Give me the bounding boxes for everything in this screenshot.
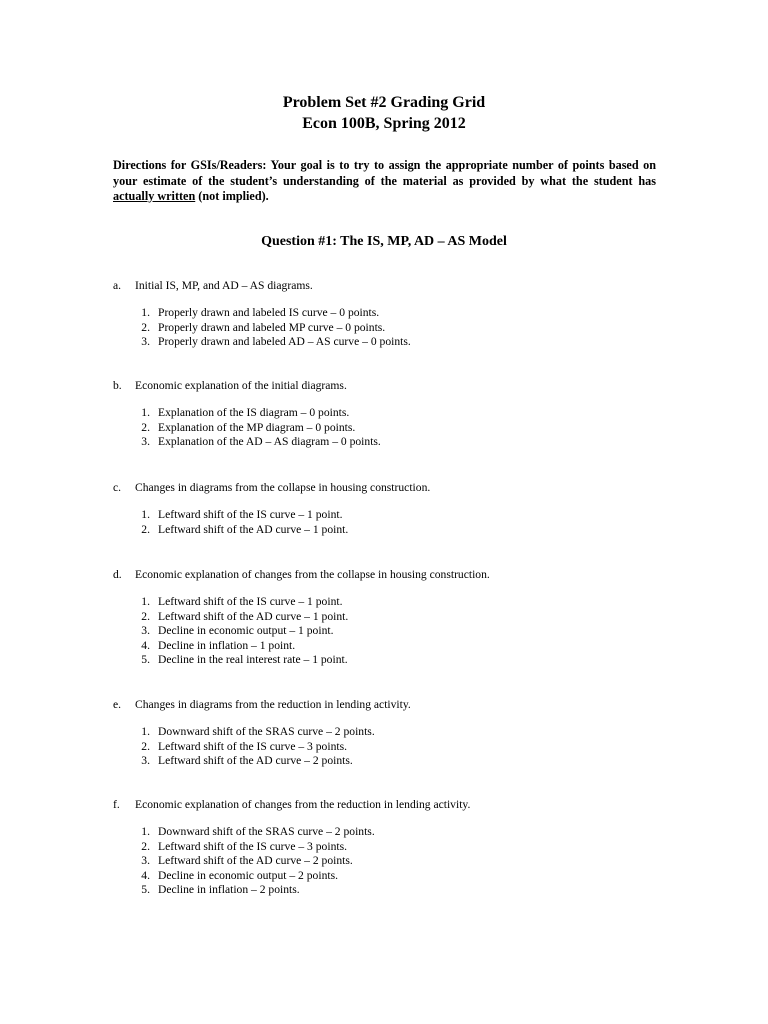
criterion-number: 2. (141, 609, 150, 623)
part-letter: c. (113, 481, 122, 494)
grading-part (113, 480, 673, 536)
criterion-text: Leftward shift of the AD curve – 2 points. (158, 754, 353, 767)
criterion-text: Leftward shift of the AD curve – 1 point. (158, 609, 349, 623)
criterion-text: Decline in the real interest rate – 1 point. (158, 653, 348, 666)
criterion-number: 4. (141, 868, 150, 882)
part-letter: d. (113, 568, 122, 581)
part-letter: e. (113, 698, 122, 711)
criterion-number: 3. (141, 854, 150, 867)
part-description: Changes in diagrams from the collapse in housing construction. (135, 481, 431, 494)
criterion-number: 5. (141, 653, 150, 666)
criterion-text: Decline in economic output – 1 point. (158, 624, 334, 637)
part-letter: a. (113, 279, 122, 292)
criterion-text: Downward shift of the SRAS curve – 2 points. (158, 725, 375, 738)
grading-part (113, 278, 673, 348)
criterion-text: Explanation of the MP diagram – 0 points. (158, 420, 356, 434)
part-letter: f. (113, 798, 120, 811)
directions-emphasis: actually written (113, 189, 196, 203)
grader-directions (113, 158, 656, 205)
part-heading (113, 697, 673, 712)
part-heading (113, 378, 673, 393)
criterion-text: Properly drawn and labeled AD – AS curve – 0 points. (158, 335, 411, 348)
criterion-number: 5. (141, 883, 150, 896)
criterion-text: Decline in inflation – 1 point. (158, 638, 296, 652)
part-heading (113, 278, 673, 293)
criterion-text: Decline in economic output – 2 points. (158, 868, 338, 882)
criterion-text: Leftward shift of the AD curve – 1 point. (158, 522, 349, 536)
part-description: Changes in diagrams from the reduction in lending activity. (135, 698, 411, 711)
criterion-text: Downward shift of the SRAS curve – 2 points. (158, 825, 375, 838)
criterion-number: 2. (141, 522, 150, 536)
criterion-text: Leftward shift of the IS curve – 1 point. (158, 595, 343, 608)
criterion-number: 1. (141, 406, 150, 419)
grading-part (113, 378, 673, 448)
criterion-number: 1. (141, 595, 150, 608)
criterion-number: 1. (141, 508, 150, 521)
part-description: Economic explanation of changes from the reduction in lending activity. (135, 798, 471, 811)
criterion-number: 1. (141, 725, 150, 738)
criterion-number: 3. (141, 435, 150, 448)
criterion-text: Leftward shift of the IS curve – 1 point. (158, 508, 343, 521)
grading-part (113, 567, 673, 666)
part-description: Initial IS, MP, and AD – AS diagrams. (135, 279, 313, 292)
part-description: Economic explanation of the initial diagrams. (135, 379, 347, 392)
criterion-text: Decline in inflation – 2 points. (158, 883, 300, 896)
criterion-number: 1. (141, 306, 150, 319)
grading-part (113, 797, 673, 896)
criterion-text: Explanation of the AD – AS diagram – 0 points. (158, 435, 381, 448)
part-description: Economic explanation of changes from the collapse in housing construction. (135, 568, 490, 581)
criterion-number: 2. (141, 420, 150, 434)
part-heading (113, 567, 673, 582)
criterion-text: Explanation of the IS diagram – 0 points. (158, 406, 350, 419)
criterion-number: 3. (141, 754, 150, 767)
part-letter: b. (113, 379, 122, 392)
criterion-text: Properly drawn and labeled IS curve – 0 points. (158, 306, 380, 319)
criterion-number: 2. (141, 739, 150, 753)
question-title: Question #1: The IS, MP, AD – AS Model (261, 234, 507, 249)
directions-text-end: (not implied). (195, 189, 269, 203)
criterion-number: 2. (141, 320, 150, 334)
criterion-number: 4. (141, 638, 150, 652)
criterion-text: Leftward shift of the AD curve – 2 points. (158, 854, 353, 867)
directions-text: Directions for GSIs/Readers: Your goal is to try to assign the appropriate number of points based on your estimate of the student’s understanding of the material as provided by what the student has (113, 158, 656, 188)
document-subtitle: Econ 100B, Spring 2012 (302, 115, 466, 132)
criterion-number: 2. (141, 839, 150, 853)
part-heading (113, 797, 673, 812)
criterion-number: 3. (141, 335, 150, 348)
criterion-text: Leftward shift of the IS curve – 3 points. (158, 839, 347, 853)
criterion-number: 1. (141, 825, 150, 838)
grading-part (113, 697, 673, 767)
part-heading (113, 480, 673, 495)
document-title: Problem Set #2 Grading Grid (282, 94, 486, 111)
criterion-number: 3. (141, 624, 150, 637)
criterion-text: Properly drawn and labeled MP curve – 0 points. (158, 320, 386, 334)
criterion-text: Leftward shift of the IS curve – 3 points. (158, 739, 347, 753)
